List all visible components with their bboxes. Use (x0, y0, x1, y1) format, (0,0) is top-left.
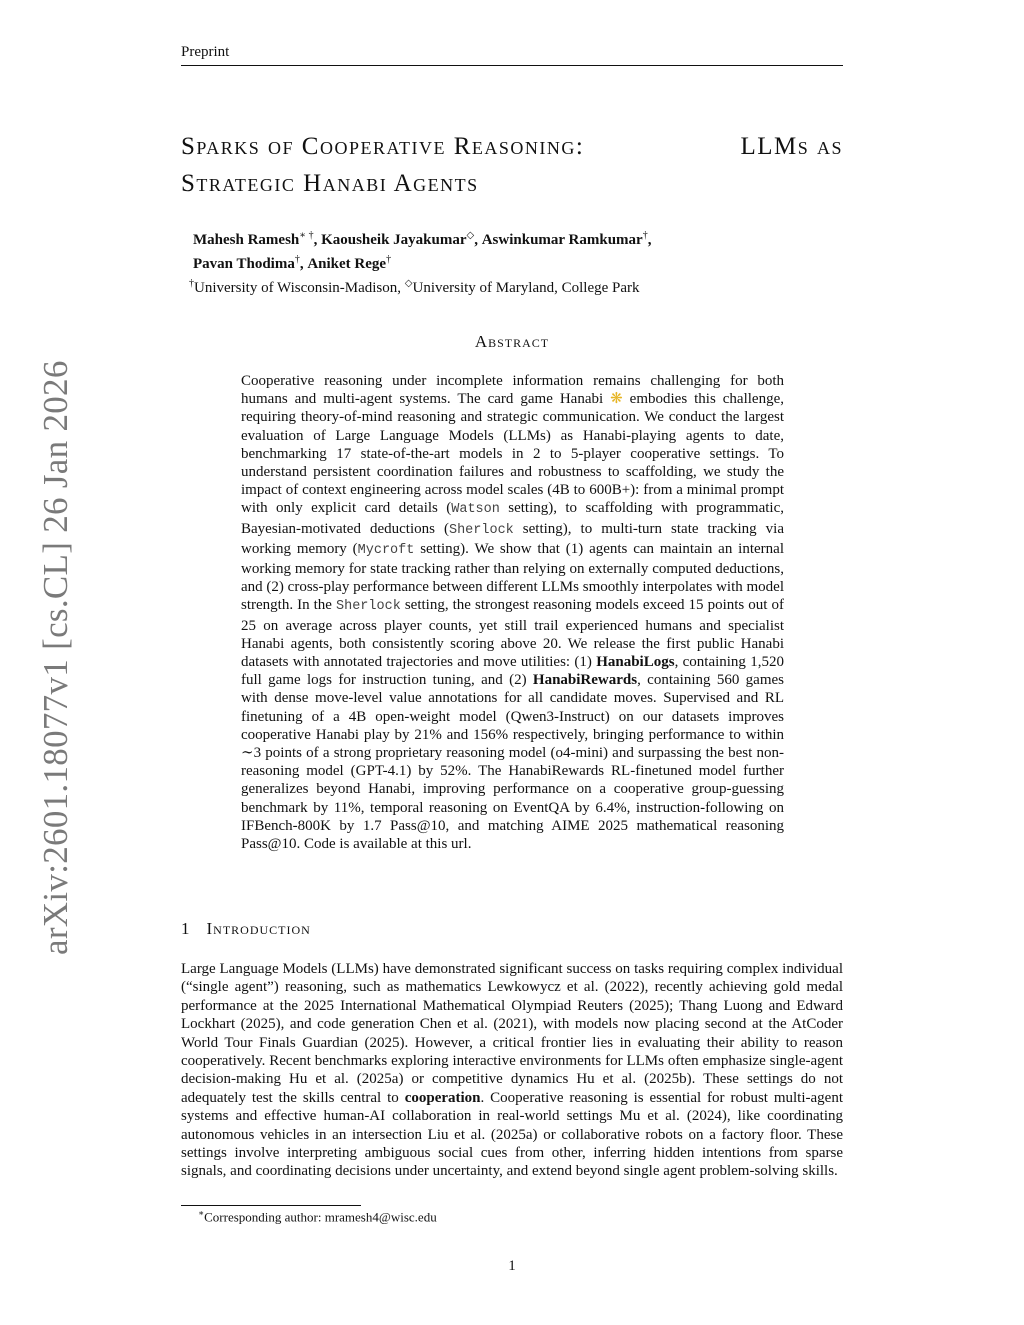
abstract-heading: Abstract (474, 332, 550, 351)
title-line2: Strategic Hanabi Agents (181, 170, 479, 197)
footnote-rule (181, 1205, 361, 1206)
introduction-heading (181, 919, 311, 939)
introduction-body: Large Language Models (LLMs) have demonstrated significant success on tasks requiring complex individual (“single agent”) reasoning, such as mathematics Lewkowycz et al. (2022), recently achieving gold medal performance at the 2025 International Mathematical Olympiad Reuters (2025); Thang Luong and Edward Lockhart (2025), and code generation Chen et al. (2021), with models now placing second at the AtCoder World Tour Finals Guardian (2025). However, a critical frontier lies in evaluating their ability to reason cooperatively. Recent benchmarks exploring interactive environments for LLMs often emphasize single-agent decision-making Hu et al. (2025a) or competitive dynamics Hu et al. (2025b). These settings do not adequately test the skills central to cooperation. Cooperative reasoning is essential for robust multi-agent systems and effective human-AI collaboration in real-world settings Mu et al. (2024), like coordinating autonomous vehicles in an intersection Liu et al. (2025a) or collaborative robots on a factory floor. These settings involve interpreting ambiguous social cues from other, inferring hidden intentions from sparse signals, and coordinating decisions under uncertainty, and extend beyond single agent problem-solving skills. (181, 961, 843, 1180)
author-4-marks: † (294, 254, 300, 265)
sherlock-setting-2: Sherlock (336, 599, 401, 615)
title-line1-part1: Sparks of Cooperative Reasoning: (181, 133, 585, 160)
author-block: Mahesh Ramesh∗ †, Kaousheik Jayakumar◇, Aswinkumar Ramkumar†, Pavan Thodima†, Aniket Rege† †University of Wisconsin-Madison, ◇University of Maryland, College Park (193, 226, 833, 298)
sherlock-setting: Sherlock (448, 522, 514, 538)
author-1: Mahesh Ramesh (193, 232, 300, 248)
affiliation-1: University of Wisconsin-Madison, (194, 280, 405, 296)
author-3-marks: † (642, 230, 648, 241)
abstract-body: Cooperative reasoning under incomplete information remains challenging for both humans and multi-agent systems. The card game Hanabi ❋ embodies this challenge, requiring theory-of-mind reasoning and strategic communication. We conduct the largest evaluation of Large Language Models (LLMs) as Hanabi-playing agents to date, benchmarking 17 state-of-the-art models in 2 to 5-player cooperative settings. To understand persistent coordination failures and robustness to scaffolding, we study the impact of context engineering across model scales (4B to 600B+): from a minimal prompt with only explicit card details (Watson setting), to scaffolding with programmatic, Bayesian-motivated deductions (Sherlock setting), to multi-turn state tracking via working memory (Mycroft setting). We show that (1) agents can maintain an internal working memory for state tracking rather than relying on externally computed deductions, and (2) cross-play performance between different LLMs smoothly interpolates with model strength. In the Sherlock setting, the strongest reasoning models exceed 15 points out of 25 on average across player counts, yet still trail experienced humans and specialist Hanabi agents, both consistently scoring above 20. We release the first public Hanabi datasets with annotated trajectories and move utilities: (1) HanabiLogs, containing 1,520 full game logs for instruction tuning, and (2) HanabiRewards, containing 560 games with dense move-level value annotations for all candidate moves. Supervised and RL finetuning of a 4B open-weight model (Qwen3-Instruct) on our datasets improves cooperative Hanabi play by 21% and 156% respectively, bringing performance to within ∼3 points of a strong proprietary reasoning model (o4-mini) and surpassing the best non-reasoning model (GPT-4.1) by 52%. The HanabiRewards RL-finetuned model further generalizes beyond Hanabi, improving performance on a cooperative group-guessing benchmark by 11%, temporal reasoning on EventQA by 6.4%, instruction-following on IFBench-800K by 1.7 Pass@10, and matching AIME 2025 mathematical reasoning Pass@10. Code is available at this url. (241, 373, 785, 853)
watson-setting: Watson (451, 502, 500, 518)
author-2-marks: ◇ (466, 230, 475, 241)
hanabilogs-dataset: HanabiLogs (596, 654, 675, 671)
page-number: 1 (508, 1258, 516, 1274)
author-5: Aniket Rege (307, 256, 387, 272)
section-number: 1 (181, 919, 191, 938)
header-rule (181, 65, 843, 66)
mycroft-setting: Mycroft (357, 542, 415, 558)
author-4: Pavan Thodima (193, 256, 295, 272)
author-5-marks: † (386, 254, 392, 265)
firework-icon: ❋ (610, 391, 623, 408)
hanabirewards-dataset: HanabiRewards (532, 672, 638, 689)
footnote: ∗Corresponding author: mramesh4@wisc.edu (198, 1208, 437, 1225)
paper-title (181, 128, 843, 202)
author-1-marks: ∗ † (299, 230, 314, 241)
affiliation-2: University of Maryland, College Park (412, 280, 640, 296)
cooperation-emphasis: cooperation (404, 1089, 481, 1106)
author-3: Aswinkumar Ramkumar (481, 232, 643, 248)
footnote-text: Corresponding author: mramesh4@wisc.edu (204, 1209, 437, 1225)
section-title: Introduction (206, 919, 311, 938)
affiliations: †University of Wisconsin-Madison, ◇University of Maryland, College Park (189, 278, 640, 296)
arxiv-stamp: arXiv:2601.18077v1 [cs.CL] 26 Jan 2026 (36, 360, 75, 955)
author-2: Kaousheik Jayakumar (321, 232, 467, 248)
title-line1-part2: LLMs as (740, 133, 843, 160)
running-header: Preprint (181, 44, 230, 60)
